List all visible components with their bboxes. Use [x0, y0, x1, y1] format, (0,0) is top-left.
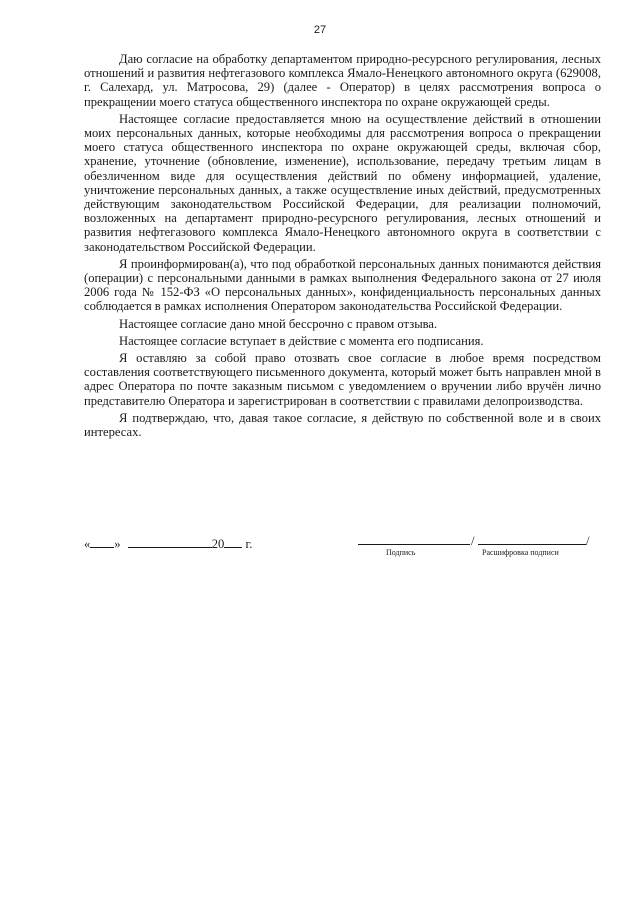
year-blank	[224, 536, 242, 548]
decryption-line	[478, 544, 586, 545]
date-field	[84, 536, 252, 552]
paragraph-confirmation: Я подтверждаю, что, давая такое согласие, я действую по собственной воле и в своих интересах.	[84, 410, 601, 440]
year-suffix: г.	[245, 537, 253, 551]
decryption-caption: Расшифровка подписи	[482, 548, 559, 557]
signature-slash-left: /	[471, 534, 475, 548]
signature-row	[84, 536, 601, 566]
year-prefix: 20	[211, 537, 225, 551]
page-number: 27	[313, 24, 327, 36]
consent-text-body	[84, 52, 601, 439]
paragraph-informed: Я проинформирован(а), что под обработкой персональных данных понимаются действия (операции) с персональными данными в рамках выполнения Федерального закона от 27 июля 2006 года № 152-ФЗ «О персональных данных», конфиденциальность персональных данных соблюдается в рамках исполнения Оператором законодательства Российской Федерации.	[84, 256, 601, 314]
paragraph-consent-scope: Настоящее согласие предоставляется мною на осуществление действий в отношении моих персональных данных, которые необходимы для рассмотрения вопроса о прекращении моего статуса общественного инспектора по охране окружающей среды, включая сбор, хранение, уточнение (обновление, изменение), использование, передачу третьим лицам в обезличенном виде для осуществления действий по обмену информацией, удаление, уничтожение персональных данных, а также осуществление иных действий, предусмотренных действующим законодательством Российской Федерации, для реализации полномочий, возложенных на департамент природно-ресурсного регулирования, лесных отношений и развития нефтегазового комплекса Ямало-Ненецкого автономного округа в соответствии с законодательством Российской Федерации.	[84, 111, 601, 254]
paragraph-revocation: Я оставляю за собой право отозвать свое согласие в любое время посредством составления соответствующего письменного документа, который может быть направлен мной в адрес Оператора по почте заказным письмом с уведомлением о вручении либо вручён лично представителю Оператора и зарегистрирован в соответствии с правилами делопроизводства.	[84, 351, 601, 408]
day-blank	[90, 536, 114, 548]
paragraph-consent-grant: Даю согласие на обработку департаментом природно-ресурсного регулирования, лесных отношений и развития нефтегазового комплекса Ямало-Ненецкого автономного округа (629008, г. Салехард, ул. Матросова, 29) (далее - Оператор) в целях рассмотрения вопроса о прекращении моего статуса общественного инспектора по охране окружающей среды.	[84, 52, 601, 109]
month-blank	[128, 536, 212, 548]
date-quote-open: «	[84, 537, 91, 551]
signature-slash-right: /	[586, 534, 590, 548]
paragraph-term: Настоящее согласие дано мной бессрочно с правом отзыва.	[119, 316, 438, 331]
signature-caption: Подпись	[386, 548, 416, 557]
paragraph-effective: Настоящее согласие вступает в действие с момента его подписания.	[119, 333, 484, 348]
signature-line	[358, 544, 470, 545]
date-quote-close: »	[114, 537, 121, 551]
